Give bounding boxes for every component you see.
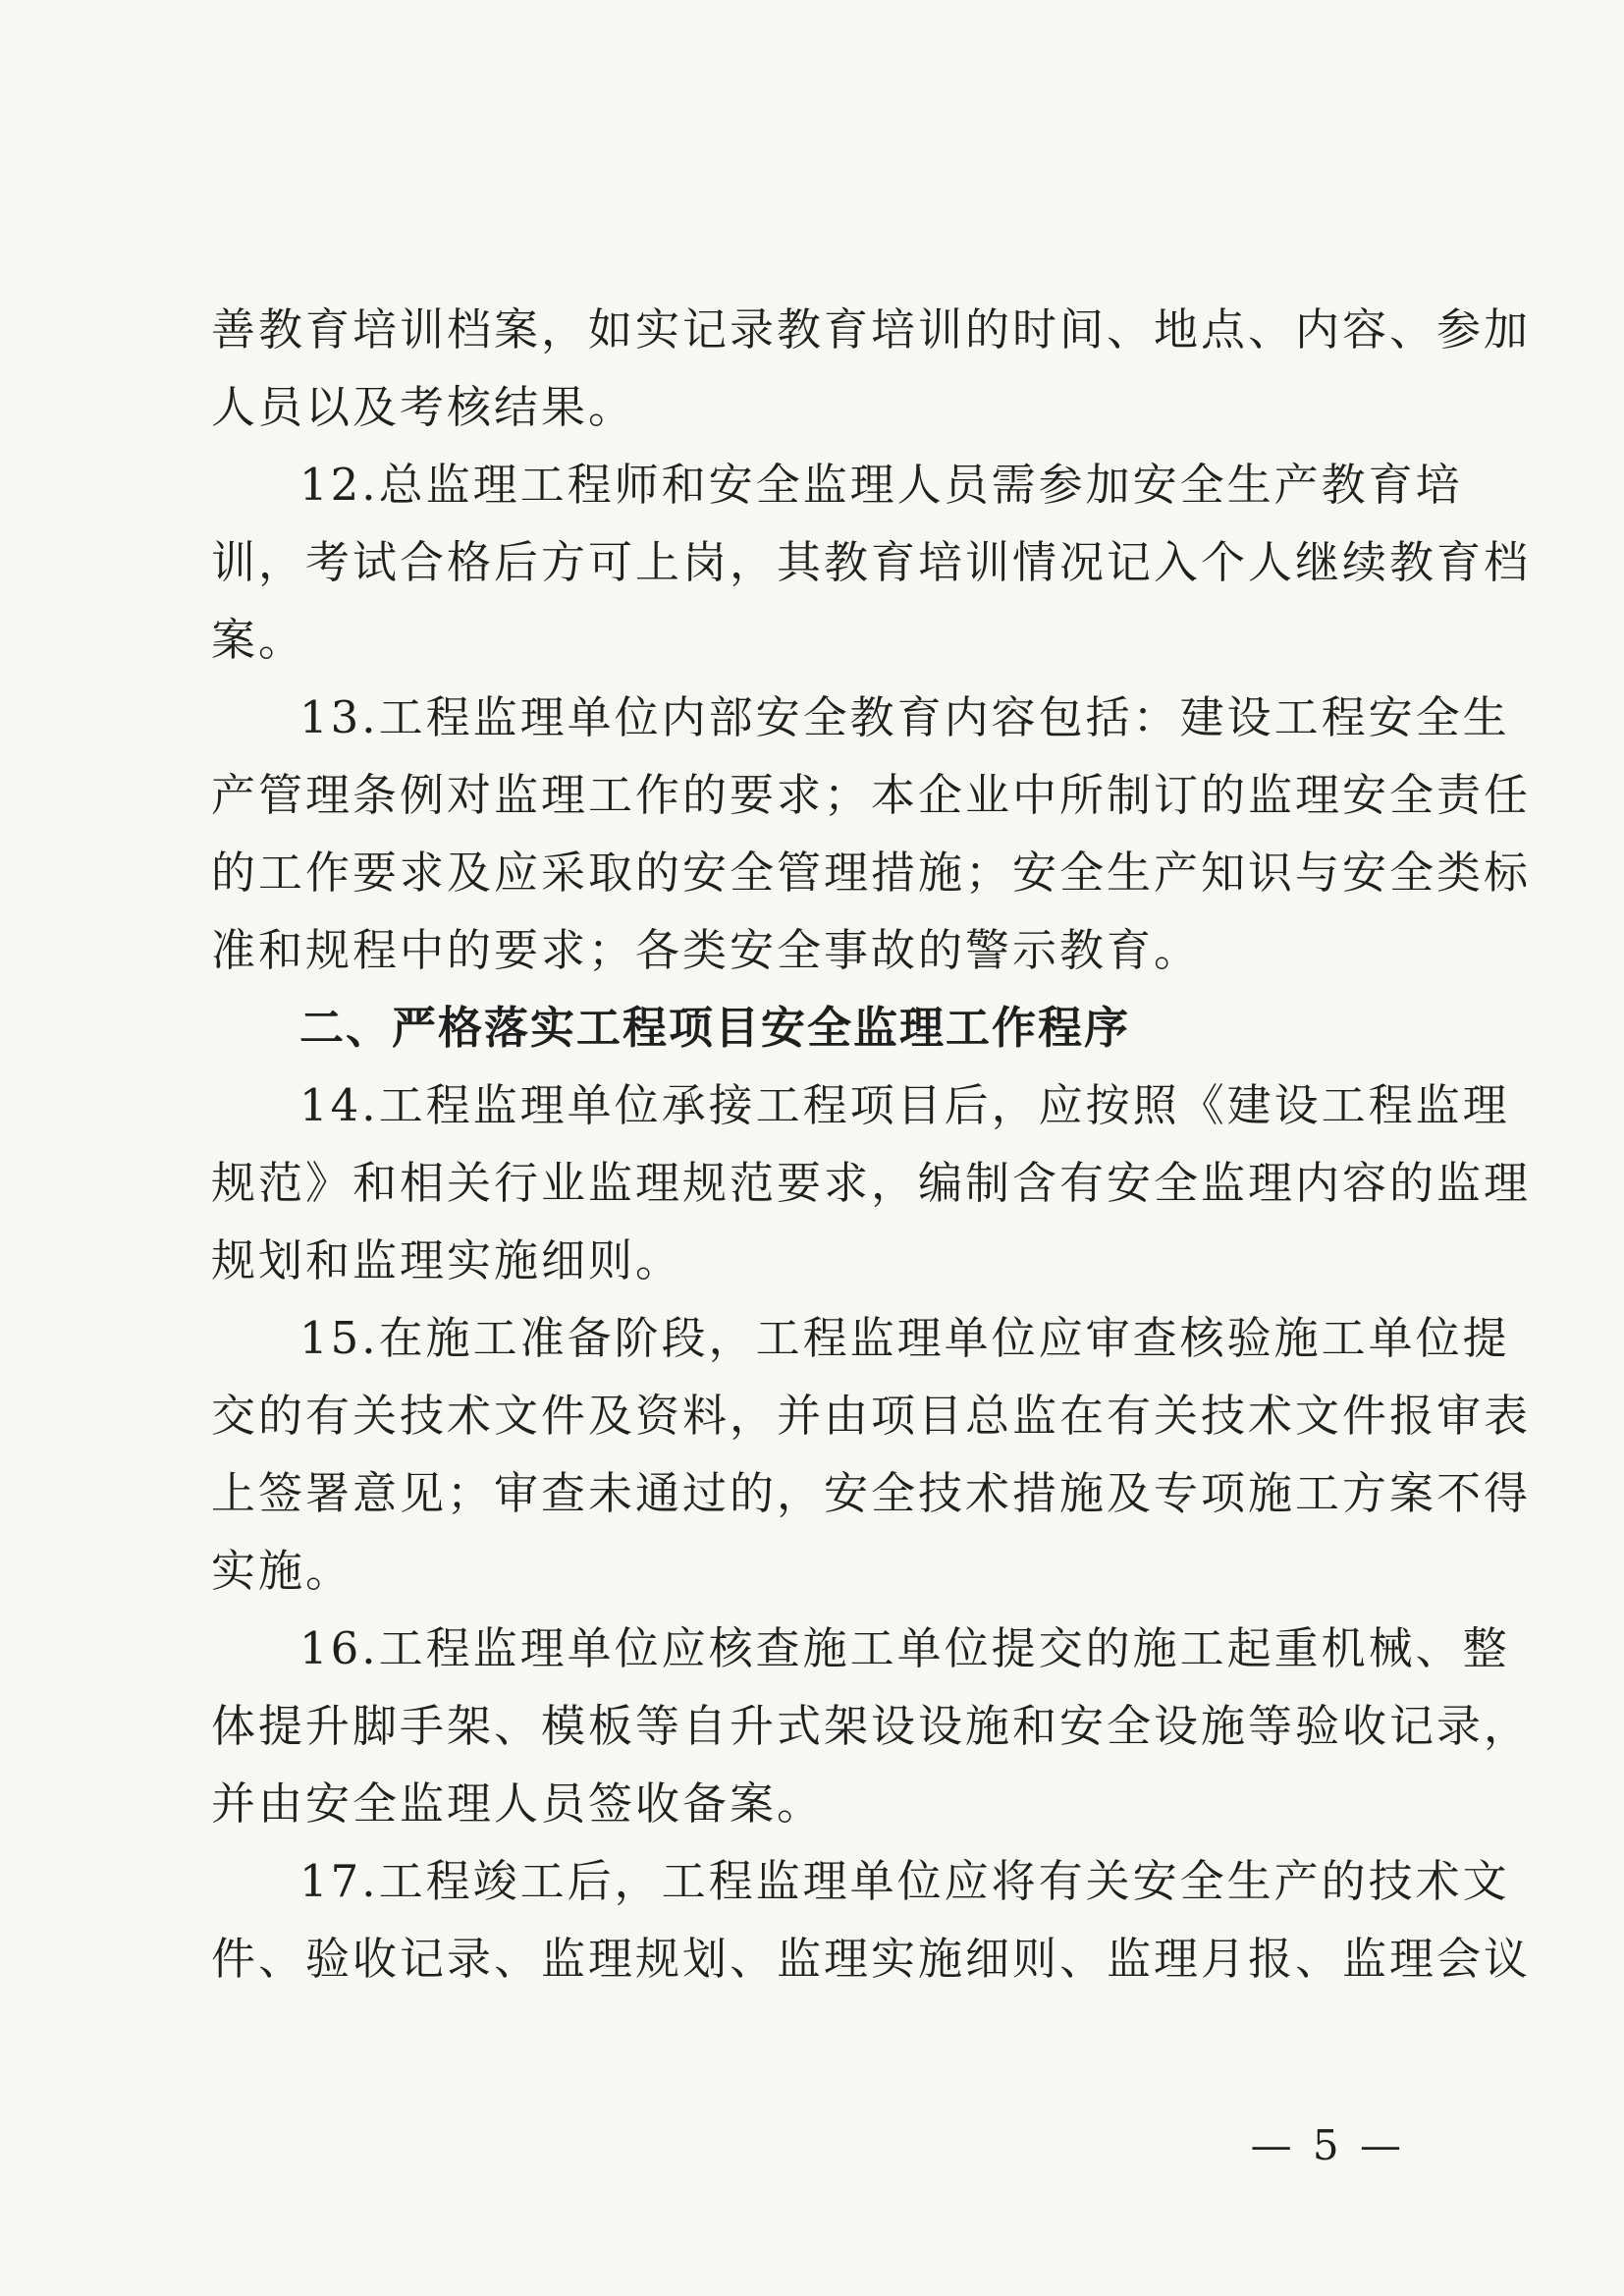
page-number: — 5 —: [1250, 2121, 1405, 2169]
text-line: 人员以及考核结果。: [211, 381, 636, 433]
section-heading: 二、严格落实工程项目安全监理工作程序: [299, 1002, 1131, 1054]
paragraph-15-start: 15.在施工准备阶段，工程监理单位应审查核验施工单位提: [299, 1312, 1510, 1364]
paragraph-16-start: 16.工程监理单位应核查施工单位提交的施工起重机械、整: [299, 1622, 1510, 1674]
text-line: 规范》和相关行业监理规范要求，编制含有安全监理内容的监理: [211, 1157, 1532, 1209]
paragraph-12-start: 12.总监理工程师和安全监理人员需参加安全生产教育培: [299, 459, 1463, 511]
paragraph-17-start: 17.工程竣工后，工程监理单位应将有关安全生产的技术文: [299, 1855, 1510, 1907]
paragraph-13-start: 13.工程监理单位内部安全教育内容包括：建设工程安全生: [299, 691, 1510, 743]
paragraph-14-start: 14.工程监理单位承接工程项目后，应按照《建设工程监理: [299, 1079, 1510, 1131]
text-line: 体提升脚手架、模板等自升式架设设施和安全设施等验收记录，: [211, 1700, 1532, 1752]
text-line: 准和规程中的要求；各类安全事故的警示教育。: [211, 924, 1202, 976]
text-line: 件、验收记录、监理规划、监理实施细则、监理月报、监理会议: [211, 1933, 1532, 1985]
text-line: 产管理条例对监理工作的要求；本企业中所制订的监理安全责任: [211, 769, 1532, 821]
text-line: 上签署意见；审查未通过的，安全技术措施及专项施工方案不得: [211, 1467, 1532, 1519]
body-text: [211, 291, 1532, 1997]
text-line: 交的有关技术文件及资料，并由项目总监在有关技术文件报审表: [211, 1390, 1532, 1442]
text-line: 并由安全监理人员签收备案。: [211, 1777, 825, 1830]
text-line: 的工作要求及应采取的安全管理措施；安全生产知识与安全类标: [211, 847, 1532, 899]
text-line: 实施。: [211, 1545, 353, 1597]
text-line: 训，考试合格后方可上岗，其教育培训情况记入个人继续教育档: [211, 536, 1532, 588]
text-line: 案。: [211, 614, 306, 666]
text-line: 善教育培训档案，如实记录教育培训的时间、地点、内容、参加: [211, 303, 1532, 355]
text-line: 规划和监理实施细则。: [211, 1234, 683, 1286]
